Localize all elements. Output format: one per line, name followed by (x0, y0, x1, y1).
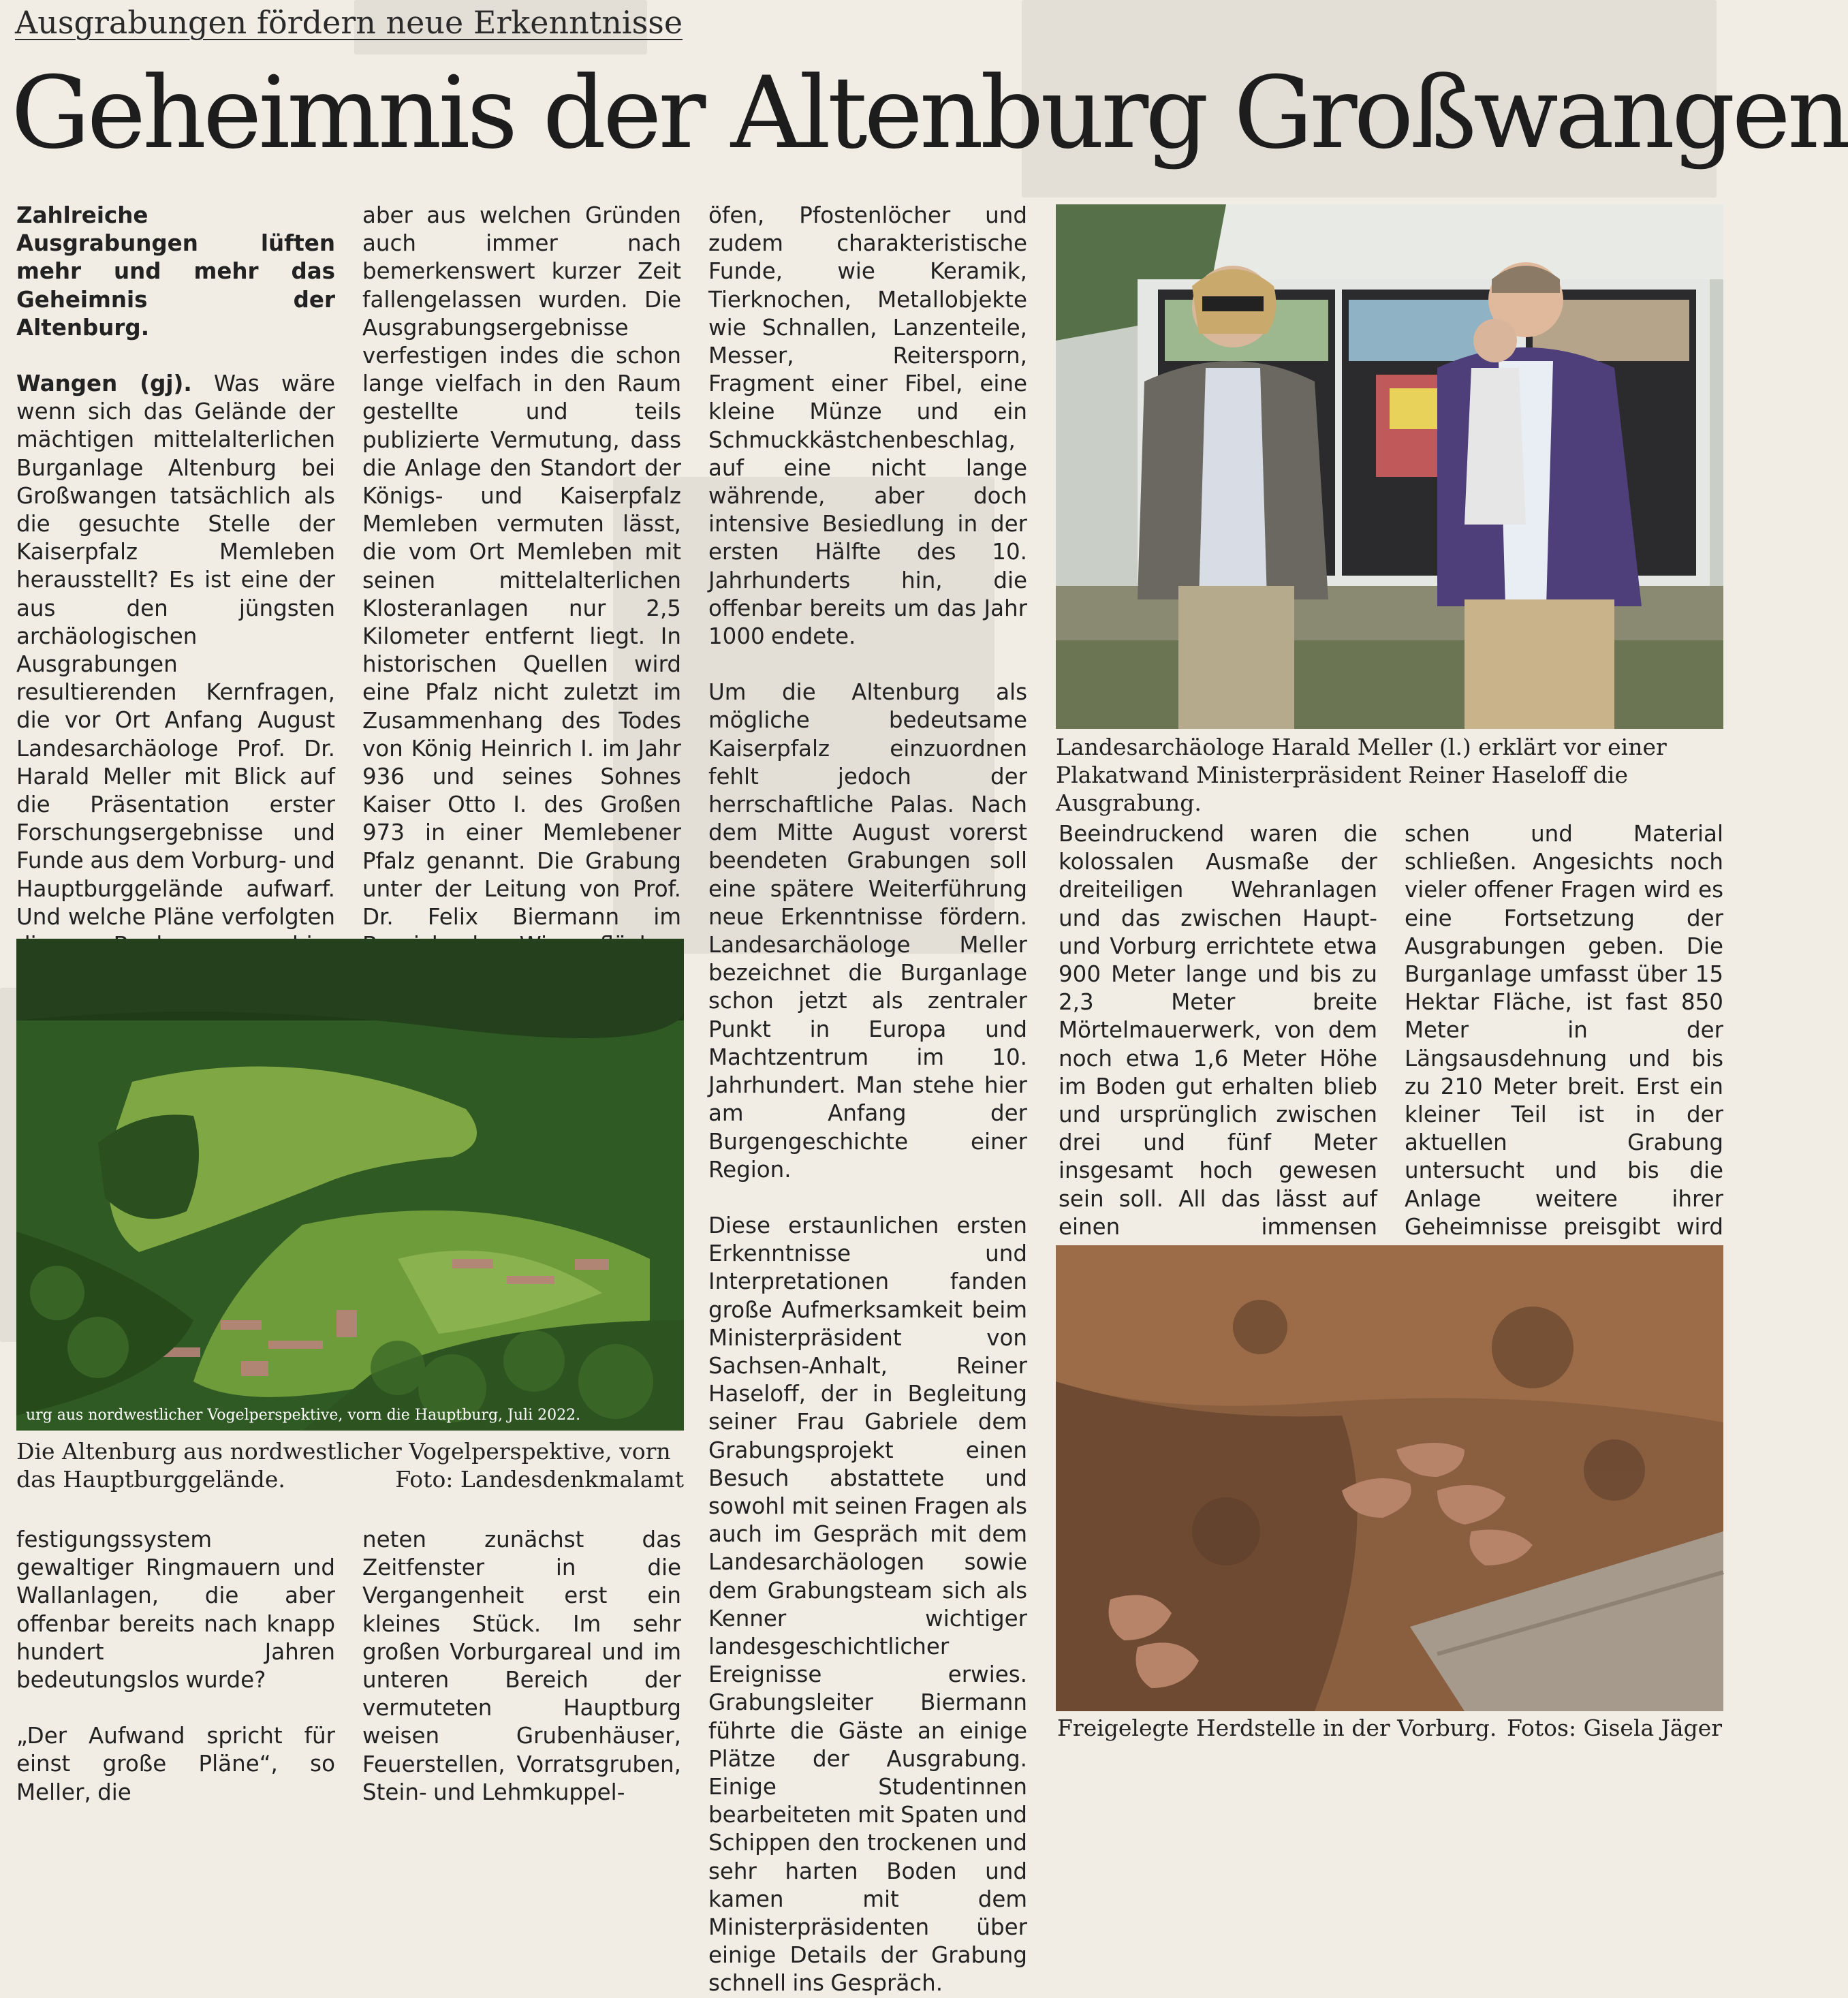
aerial-photo-image (16, 939, 684, 1431)
photo-credit: Fotos: Gisela Jäger (1506, 1715, 1722, 1741)
text-column-4 (1059, 820, 1377, 1240)
caption-text: Freigelegte Herdstelle in der Vorburg. (1057, 1715, 1497, 1741)
text-column-2 (362, 202, 681, 931)
text-column-2-continued (362, 1526, 681, 1805)
text-column-1-continued (16, 1526, 335, 1805)
aerial-photo-caption (16, 1437, 684, 1499)
article-paragraph: Beeindruckend waren die kolossalen Ausmaße der dreiteiligen Wehranlagen und das zwischen Haupt- und Vorburg errichtete etwa 900 Meter lange und bis zu 2,3 Meter breite Mörtelmauerwerk, von dem noch etwa 1,6 Meter Höhe im Boden gut erhalten blieb und ursprünglich zwischen drei und fünf Meter insgesamt hoch gewesen sein soll. All das lässt auf einen immensen (1059, 821, 1377, 1240)
people-photo-caption: Landesarchäologe Harald Meller (l.) erklärt vor einer Plakatwand Ministerpräsident Reiner Haseloff die Ausgrabung. (1056, 734, 1667, 816)
excavation-photo-image (1056, 1245, 1723, 1711)
people-photo-image (1056, 204, 1723, 729)
article-kicker: Ausgrabungen fördern neue Erkenntnisse (15, 4, 683, 41)
caption-text: Die Altenburg aus nordwestlicher Vogelperspektive, vorn das Hauptburggelände. (16, 1438, 671, 1493)
aerial-photo (16, 939, 684, 1431)
text-column-5 (1405, 820, 1723, 1240)
text-column-3 (708, 202, 1027, 1997)
article-byline: Wangen (gj). (16, 371, 192, 397)
article-headline: Geheimnis der Altenburg Großwangen (11, 55, 1848, 171)
photo-credit: Foto: Landesdenkmalamt (395, 1466, 684, 1493)
aerial-photo-overlay-caption: urg aus nordwestlicher Vogelperspektive, vorn die Hauptburg, Juli 2022. (26, 1407, 581, 1424)
article-lead: Zahlreiche Ausgrabungen lüften mehr und mehr das Geheimnis der Altenburg. (16, 202, 335, 341)
article-paragraph: Diese erstaunlichen ersten Erkenntnisse und Interpretationen fanden große Aufmerksamkeit beim Ministerpräsident von Sachsen-Anhalt, Reiner Haseloff, der in Begleitung seiner Frau Gabriele dem Grabungsprojekt einen Besuch abstattete und sowohl mit seinen Fragen als auch im Gespräch mit dem Landesarchäologen sowie dem Grabungsteam sich als Kenner wichtiger landesgeschichtlicher Ereignisse erwies. Grabungsleiter Biermann führte die Gäste an einige Plätze der Ausgrabung. Einige Studentinnen bearbeiteten mit Spaten und Schippen den trockenen und sehr harten Boden und kamen mit dem Ministerpräsidenten über einige Details der Grabung schnell ins Gespräch. (708, 1212, 1027, 1997)
article-paragraph: festigungssystem gewaltiger Ringmauern und Wallanlagen, die aber offenbar bereits nach knapp hundert Jahren bedeutungslos wurde? (16, 1527, 335, 1693)
article-paragraph: Um die Altenburg als mögliche bedeutsame Kaiserpfalz einzuordnen fehlt jedoch der herrschaftliche Palas. Nach dem Mitte August vorerst beendeten Grabungen soll eine spätere Weiterführung neue Erkenntnisse fördern. Landesarchäologe Meller bezeichnet die Burganlage schon jetzt als zentraler Punkt in Europa und Machtzentrum im 10. Jahrhundert. Man stehe hier am Anfang der Burgengeschichte einer Region. (708, 679, 1027, 1183)
article-paragraph: aber aus welchen Gründen auch immer nach bemerkenswert kurzer Zeit fallengelassen wurden. Die Ausgrabungsergebnisse verfestigen indes die schon lange vielfach in den Raum gestellte und teils publizierte Vermutung, dass die Anlage den Standort der Königs- und Kaiserpfalz Memleben vermuten lässt, die vom Ort Memleben mit seinen mittelalterlichen Klosteranlagen nur 2,5 Kilometer entfernt liegt. In historischen Quellen wird eine Pfalz nicht zuletzt im Zusammenhang des Todes von König Heinrich I. im Jahr 936 und seines Sohnes Kaiser Otto I. des Großen 973 in einer Memlebener Pfalz genannt. Die Grabung unter der Leitung von Prof. Dr. Felix Biermann im (362, 202, 681, 931)
excavation-photo (1056, 1245, 1723, 1711)
people-photo (1056, 204, 1723, 729)
article-paragraph: „Der Aufwand spricht für einst große Pläne“, so Meller, die (16, 1723, 335, 1805)
excavation-photo-caption (1057, 1714, 1722, 1744)
article-text: Was wäre wenn sich das Gelände der mächtigen mittelalterlichen Burganlage Altenburg bei Großwangen tatsächlich als die gesuchte Stelle der Kaiserpfalz Memleben herausstellt? Es ist eine der aus den jüngsten archäologischen Ausgrabungen resultierenden Kernfragen, die vor Ort Anfang August Landesarchäologe Prof. Dr. Harald Meller mit Blick auf die Präsentation erster Forschungsergebnisse und Funde aus dem Vorburg- und Hauptburggelände aufwarf. Und welche Pläne verfolgten (16, 371, 335, 930)
article-paragraph: schen und Material schließen. Angesichts noch vieler offener Fragen wird es eine Fortsetzung der Ausgrabungen geben. Die Burganlage umfasst über 15 Hektar Fläche, ist fast 850 Meter in der Längsausdehnung und bis zu 210 Meter breit. Erst ein kleiner Teil ist in der aktuellen Grabung untersucht und bis die Anlage weitere ihrer Geheimnisse preisgibt wird (1405, 821, 1723, 1240)
text-column-1 (16, 202, 335, 930)
article-paragraph: neten zunächst das Zeitfenster in die Vergangenheit erst ein kleines Stück. Im sehr großen Vorburgareal und im unteren Bereich der vermuteten Hauptburg weisen Grubenhäuser, Feuerstellen, Vorratsgruben, Stein- und Lehmkuppel- (362, 1527, 681, 1805)
article-paragraph: öfen, Pfostenlöcher und zudem charakteristische Funde, wie Keramik, Tierknochen, Metallobjekte wie Schnallen, Lanzenteile, Messer, Reitersporn, Fragment einer Fibel, eine kleine Münze und ein Schmuckkästchenbeschlag, auf eine nicht lange währende, aber doch intensive Besiedlung in der ersten Hälfte des 10. Jahrhunderts hin, die offenbar bereits um das Jahr 1000 endete. (708, 202, 1027, 650)
